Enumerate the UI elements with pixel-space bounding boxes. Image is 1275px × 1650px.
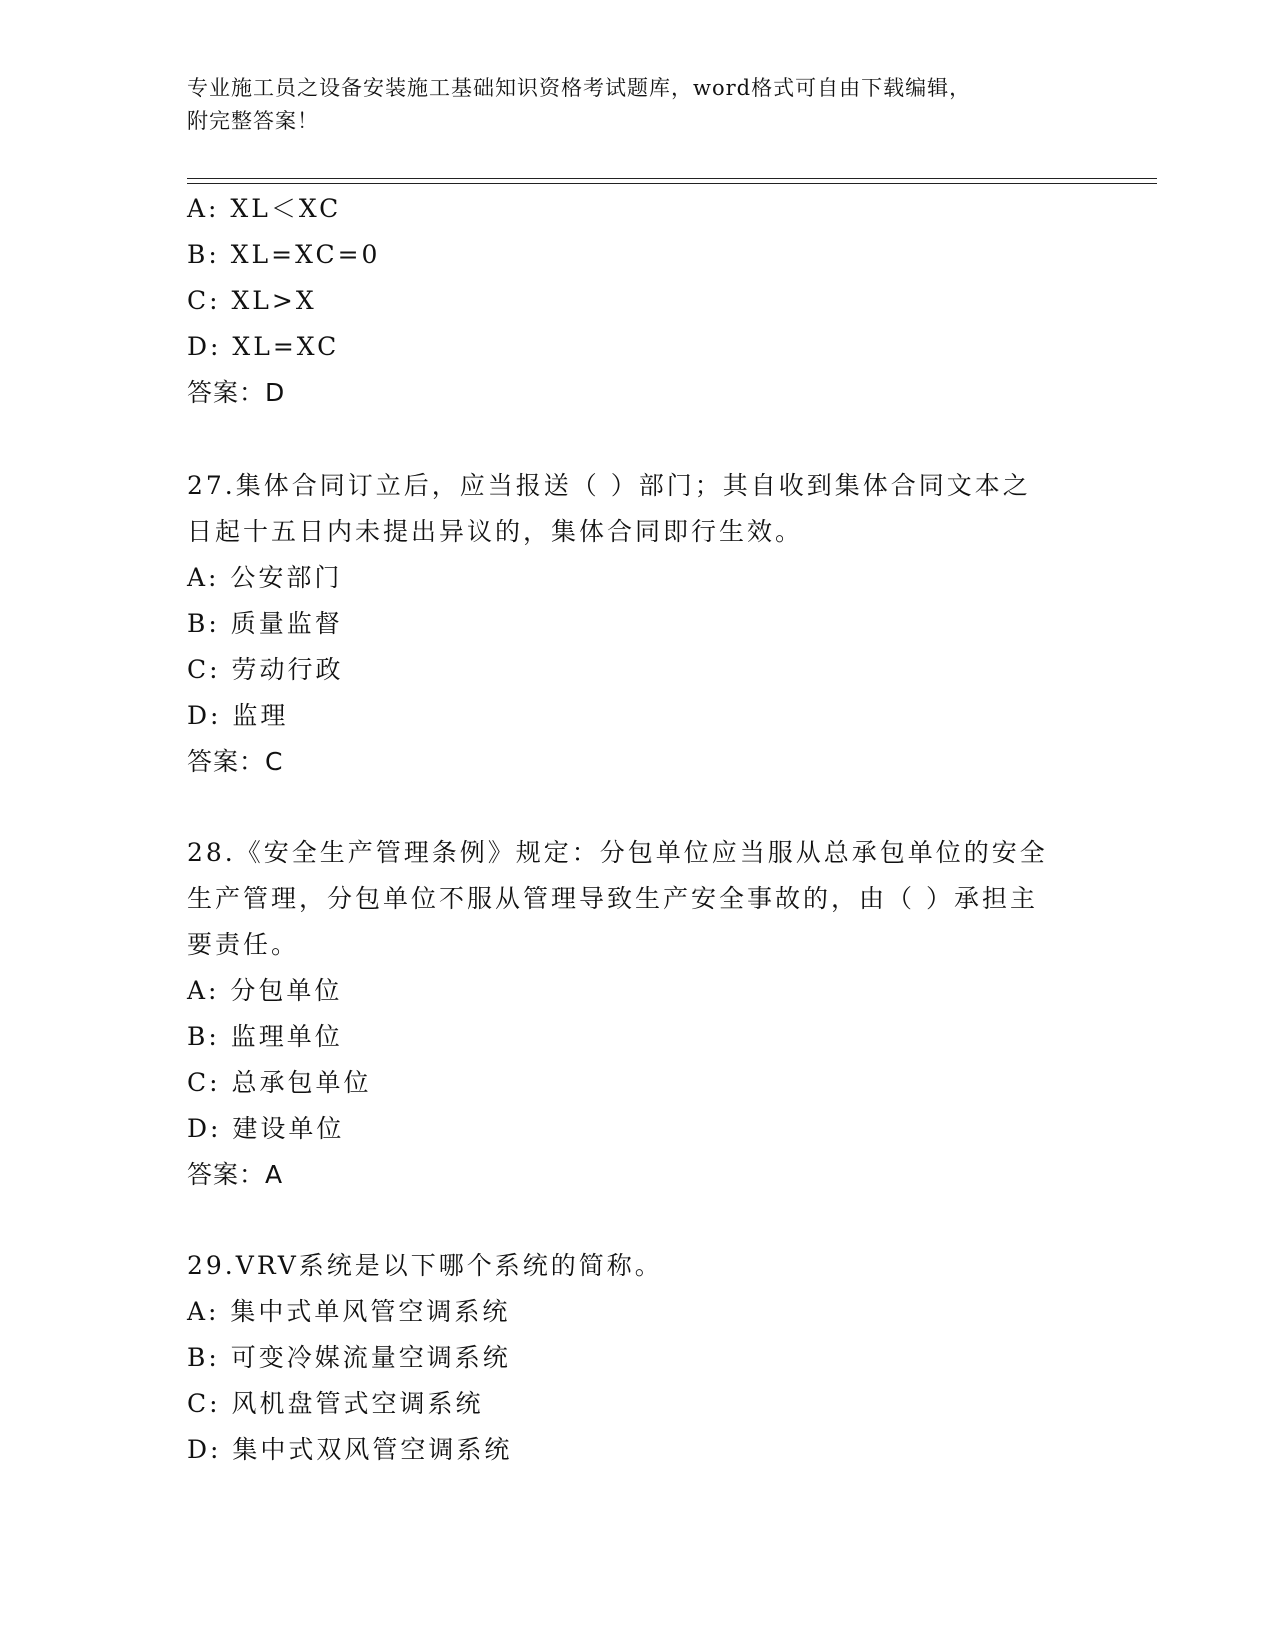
header-line-1: 专业施工员之设备安装施工基础知识资格考试题库，word格式可自由下载编辑， <box>187 76 972 100</box>
header-divider-top <box>187 178 1157 179</box>
document-header <box>187 72 1087 138</box>
option-a: A: 公安部门 <box>187 563 343 592</box>
option-b: B: 质量监督 <box>187 609 343 638</box>
question-stem-line: 要责任。 <box>187 930 300 959</box>
option-c: C: 风机盘管式空调系统 <box>187 1389 484 1418</box>
option-d: D: 集中式双风管空调系统 <box>187 1435 513 1464</box>
answer: 答案：C <box>187 747 284 776</box>
question-28 <box>187 830 1087 1198</box>
question-stem-line: 27.集体合同订立后，应当报送（ ）部门；其自收到集体合同文本之 <box>187 471 1031 500</box>
option-c: C: XL>X <box>187 286 317 315</box>
question-26-tail <box>187 186 1087 416</box>
option-d: D: XL=XC <box>187 332 340 361</box>
question-stem-line: 生产管理，分包单位不服从管理导致生产安全事故的，由（ ）承担主 <box>187 884 1038 913</box>
option-b: B: 可变冷媒流量空调系统 <box>187 1343 511 1372</box>
question-stem-line: 28.《安全生产管理条例》规定：分包单位应当服从总承包单位的安全 <box>187 838 1048 867</box>
option-b: B: 监理单位 <box>187 1022 343 1051</box>
option-a: A: 集中式单风管空调系统 <box>187 1297 511 1326</box>
header-divider-bottom <box>187 183 1157 184</box>
header-line-2: 附完整答案！ <box>187 109 319 133</box>
option-d: D: 监理 <box>187 701 289 730</box>
option-d: D: 建设单位 <box>187 1114 345 1143</box>
option-c: C: 劳动行政 <box>187 655 344 684</box>
question-stem-line: 29.VRV系统是以下哪个系统的简称。 <box>187 1251 663 1280</box>
question-29 <box>187 1243 1087 1473</box>
option-b: B: XL=XC=0 <box>187 240 381 269</box>
option-c: C: 总承包单位 <box>187 1068 372 1097</box>
question-27 <box>187 463 1087 785</box>
option-a: A: XL＜XC <box>187 194 342 223</box>
answer: 答案：A <box>187 1160 284 1189</box>
option-a: A: 分包单位 <box>187 976 343 1005</box>
answer: 答案：D <box>187 378 286 407</box>
question-stem-line: 日起十五日内未提出异议的，集体合同即行生效。 <box>187 517 804 546</box>
